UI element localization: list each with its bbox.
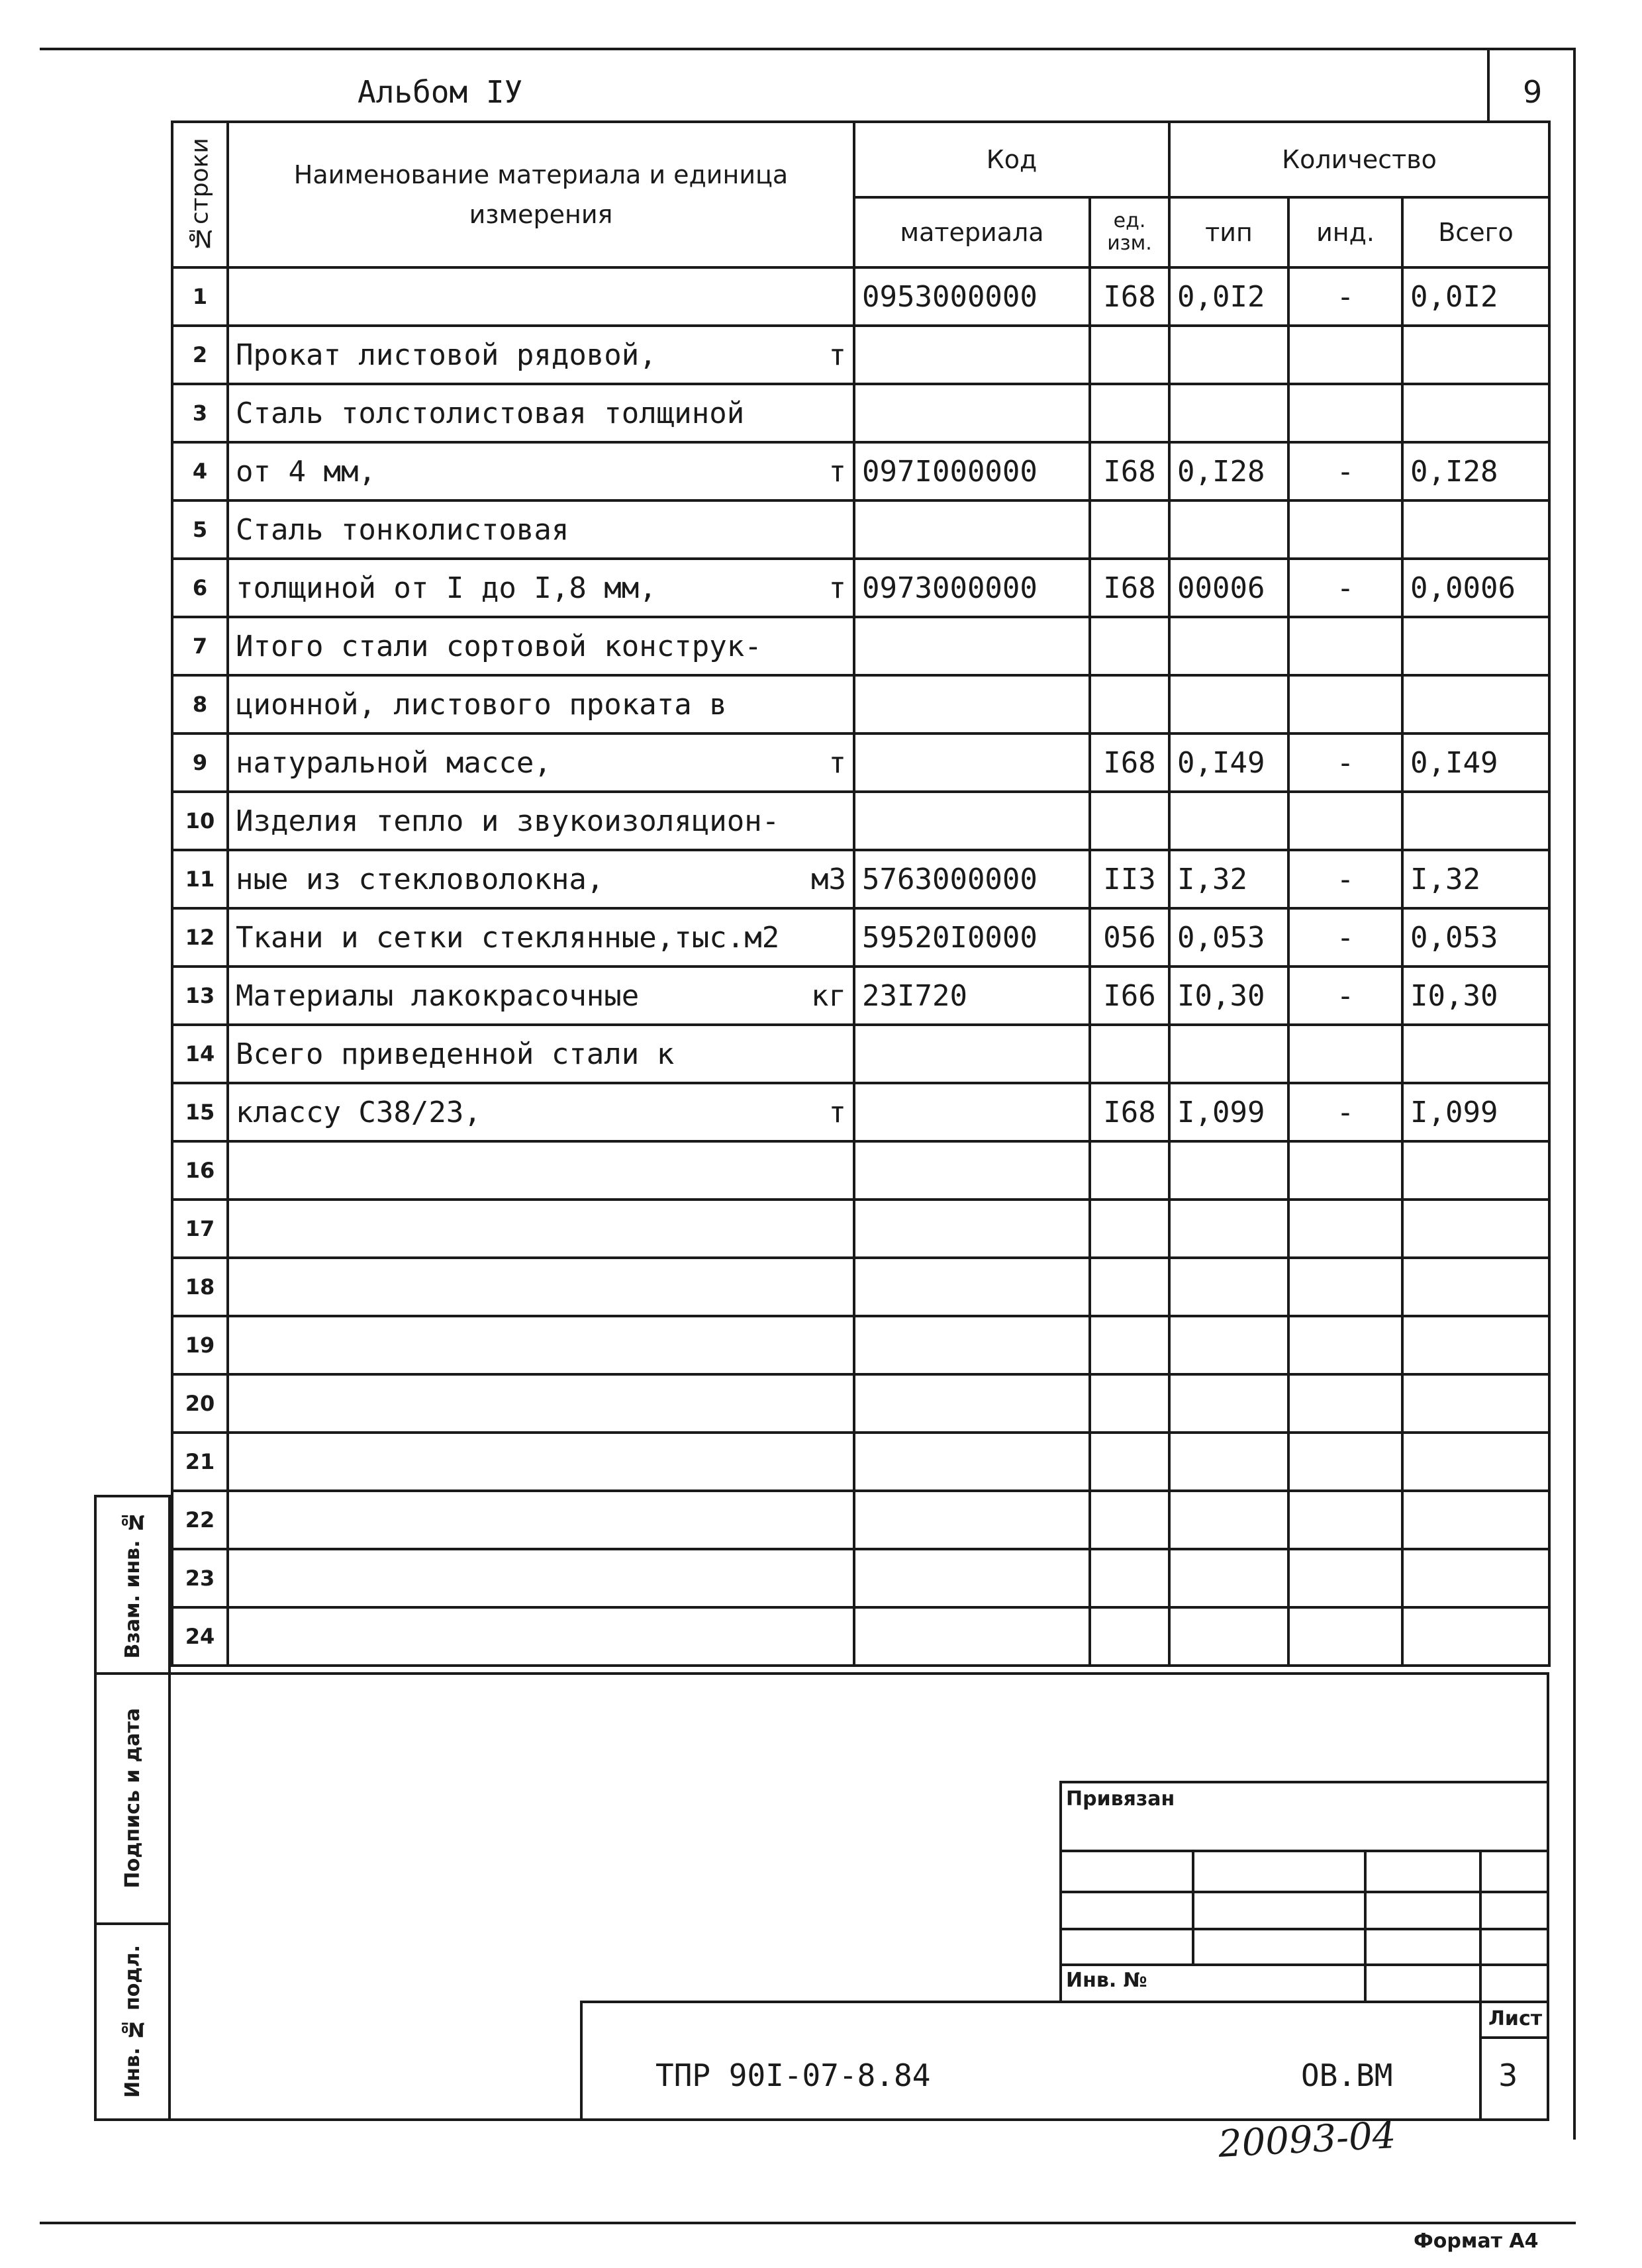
row-unit-code	[1090, 617, 1169, 675]
table-row	[172, 675, 1549, 733]
row-name-wrap	[236, 979, 846, 1013]
attached-grid-line-3	[1059, 1928, 1549, 1930]
table-row	[172, 1200, 1549, 1258]
sheet-value: 3	[1498, 2057, 1518, 2093]
sheet-number-divider	[1487, 48, 1490, 122]
row-total-qty	[1402, 384, 1549, 442]
row-ind-qty: -	[1288, 442, 1402, 500]
row-ind-qty	[1288, 326, 1402, 384]
row-name-cell	[228, 1200, 854, 1258]
row-number: 23	[172, 1549, 228, 1607]
row-material-code	[854, 1549, 1090, 1607]
row-name-cell	[228, 792, 854, 850]
title-area-top-line	[171, 1672, 1549, 1675]
row-material-code	[854, 1258, 1090, 1316]
row-name: классу С38/23,	[236, 1095, 481, 1129]
table-row	[172, 1316, 1549, 1374]
row-total-qty	[1402, 1200, 1549, 1258]
row-number: 8	[172, 675, 228, 733]
row-type-qty	[1169, 1433, 1288, 1491]
row-total-qty: 0,0006	[1402, 559, 1549, 617]
row-name: толщиной от I до I,8 мм,	[236, 571, 657, 605]
row-name-wrap	[236, 338, 846, 372]
table-row	[172, 1025, 1549, 1083]
row-name-cell	[228, 326, 854, 384]
row-ind-qty	[1288, 1025, 1402, 1083]
row-name: Материалы лакокрасочные	[236, 978, 640, 1013]
row-unit-code: I68	[1090, 559, 1169, 617]
stamp-top-line	[580, 2001, 1549, 2003]
row-name-wrap	[236, 455, 846, 489]
row-name: от 4 мм,	[236, 454, 376, 489]
row-number: 9	[172, 733, 228, 792]
header-name	[228, 122, 854, 267]
row-name-cell	[228, 850, 854, 908]
row-ind-qty	[1288, 1258, 1402, 1316]
stamp-left-line	[580, 2001, 583, 2118]
row-unit-code	[1090, 384, 1169, 442]
row-total-qty	[1402, 500, 1549, 559]
row-total-qty: I,099	[1402, 1083, 1549, 1141]
table-row	[172, 733, 1549, 792]
row-material-code: 59520I0000	[854, 908, 1090, 967]
document-code: ТПР 90I-07-8.84	[655, 2057, 931, 2093]
row-type-qty	[1169, 326, 1288, 384]
row-ind-qty	[1288, 617, 1402, 675]
row-name-wrap	[236, 630, 846, 663]
attached-grid-line-2	[1059, 1891, 1549, 1893]
row-type-qty	[1169, 1549, 1288, 1607]
document-mark: ОВ.ВМ	[1301, 2057, 1393, 2093]
header-unit: ед. изм.	[1090, 197, 1169, 267]
header-name-text: Наименование материала и единица измерения	[293, 160, 789, 229]
row-total-qty	[1402, 1316, 1549, 1374]
row-type-qty	[1169, 1025, 1288, 1083]
row-total-qty	[1402, 1549, 1549, 1607]
table-row	[172, 500, 1549, 559]
row-number: 22	[172, 1491, 228, 1549]
table-row	[172, 267, 1549, 326]
row-unit-code: I68	[1090, 442, 1169, 500]
table-row	[172, 442, 1549, 500]
row-material-code	[854, 1141, 1090, 1200]
row-total-qty	[1402, 1491, 1549, 1549]
row-material-code: 23I720	[854, 967, 1090, 1025]
inv-no-label: Инв. №	[1066, 1969, 1147, 1992]
row-material-code	[854, 792, 1090, 850]
header-code: Код	[854, 122, 1169, 197]
row-name-cell	[228, 1549, 854, 1607]
row-name-unit: м3	[811, 862, 846, 896]
row-type-qty	[1169, 1141, 1288, 1200]
row-number: 14	[172, 1025, 228, 1083]
row-name-cell	[228, 675, 854, 733]
table-row	[172, 559, 1549, 617]
row-ind-qty: -	[1288, 733, 1402, 792]
row-unit-code	[1090, 1607, 1169, 1666]
row-number: 18	[172, 1258, 228, 1316]
row-total-qty	[1402, 1607, 1549, 1666]
sheet-box-left-line	[1479, 2001, 1482, 2118]
replaced-inv-label	[97, 1497, 168, 1671]
row-material-code	[854, 326, 1090, 384]
row-name: Итого стали сортовой конструк-	[236, 629, 762, 663]
row-type-qty: 0,0I2	[1169, 267, 1288, 326]
table-row	[172, 967, 1549, 1025]
row-unit-code	[1090, 1258, 1169, 1316]
table-row	[172, 326, 1549, 384]
row-name-cell	[228, 1258, 854, 1316]
row-ind-qty	[1288, 1607, 1402, 1666]
row-number: 21	[172, 1433, 228, 1491]
row-type-qty	[1169, 675, 1288, 733]
row-ind-qty	[1288, 1141, 1402, 1200]
attached-grid-col-1	[1192, 1850, 1194, 1963]
row-number: 6	[172, 559, 228, 617]
row-number: 4	[172, 442, 228, 500]
row-type-qty	[1169, 1607, 1288, 1666]
row-material-code: 0953000000	[854, 267, 1090, 326]
row-unit-code: I68	[1090, 733, 1169, 792]
row-name: ционной, листового проката в	[236, 687, 727, 722]
table-row	[172, 384, 1549, 442]
row-type-qty: 0,053	[1169, 908, 1288, 967]
row-total-qty: 0,0I2	[1402, 267, 1549, 326]
row-ind-qty	[1288, 675, 1402, 733]
row-type-qty	[1169, 792, 1288, 850]
row-name-wrap	[236, 397, 846, 430]
row-ind-qty: -	[1288, 967, 1402, 1025]
row-number: 16	[172, 1141, 228, 1200]
row-unit-code	[1090, 1025, 1169, 1083]
row-total-qty	[1402, 1433, 1549, 1491]
row-ind-qty: -	[1288, 1083, 1402, 1141]
row-unit-code	[1090, 1200, 1169, 1258]
table-row	[172, 1374, 1549, 1433]
row-name-unit: т	[828, 338, 846, 372]
row-name-cell	[228, 1141, 854, 1200]
row-material-code	[854, 675, 1090, 733]
row-number: 19	[172, 1316, 228, 1374]
row-number: 1	[172, 267, 228, 326]
row-material-code	[854, 1316, 1090, 1374]
row-number: 17	[172, 1200, 228, 1258]
row-unit-code	[1090, 1316, 1169, 1374]
row-unit-code: I68	[1090, 267, 1169, 326]
table-row	[172, 1491, 1549, 1549]
attached-grid-line-4	[1059, 1963, 1549, 1966]
inv-original-label	[97, 1925, 168, 2118]
row-name-unit: т	[828, 745, 846, 780]
row-unit-code	[1090, 792, 1169, 850]
table-row	[172, 1607, 1549, 1666]
row-total-qty: 0,053	[1402, 908, 1549, 967]
row-name-cell	[228, 1433, 854, 1491]
row-name-cell	[228, 967, 854, 1025]
row-number: 11	[172, 850, 228, 908]
table-row	[172, 1083, 1549, 1141]
sheet-number: 9	[1523, 74, 1543, 110]
row-name-cell	[228, 267, 854, 326]
row-number: 20	[172, 1374, 228, 1433]
row-total-qty	[1402, 1258, 1549, 1316]
row-ind-qty	[1288, 1316, 1402, 1374]
row-name: Прокат листовой рядовой,	[236, 338, 657, 372]
table-row	[172, 908, 1549, 967]
row-unit-code	[1090, 1433, 1169, 1491]
row-name-unit: т	[828, 571, 846, 605]
row-name-wrap	[236, 863, 846, 896]
row-type-qty: 0,I28	[1169, 442, 1288, 500]
attached-grid-col-3	[1479, 1850, 1482, 2003]
row-name-cell	[228, 384, 854, 442]
row-name: Ткани и сетки стеклянные,тыс.м2	[236, 920, 780, 955]
row-total-qty	[1402, 326, 1549, 384]
row-type-qty	[1169, 1200, 1288, 1258]
row-unit-code	[1090, 500, 1169, 559]
row-name-wrap	[236, 571, 846, 605]
row-total-qty	[1402, 1141, 1549, 1200]
row-unit-code	[1090, 1141, 1169, 1200]
handwritten-number: 20093-04	[1217, 2114, 1397, 2166]
table-row	[172, 1433, 1549, 1491]
stamp-column-bottom-line	[94, 2118, 171, 2121]
row-total-qty	[1402, 675, 1549, 733]
row-name-wrap	[236, 746, 846, 780]
row-name-cell	[228, 617, 854, 675]
row-total-qty: I0,30	[1402, 967, 1549, 1025]
row-name-unit: т	[828, 454, 846, 489]
row-material-code: 5763000000	[854, 850, 1090, 908]
replaced-inv-text: Взам. инв. №	[121, 1509, 144, 1659]
row-ind-qty	[1288, 1491, 1402, 1549]
row-ind-qty	[1288, 500, 1402, 559]
row-material-code	[854, 1433, 1090, 1491]
top-border-line	[40, 48, 1576, 50]
row-name-cell	[228, 1374, 854, 1433]
row-name: Сталь толстолистовая толщиной	[236, 396, 745, 430]
row-material-code	[854, 1025, 1090, 1083]
row-type-qty	[1169, 500, 1288, 559]
row-number: 5	[172, 500, 228, 559]
row-name: ные из стекловолокна,	[236, 862, 604, 896]
row-name-cell	[228, 1491, 854, 1549]
row-name-wrap	[236, 688, 846, 722]
row-ind-qty	[1288, 1374, 1402, 1433]
table-row	[172, 850, 1549, 908]
attached-grid-line-1	[1059, 1850, 1549, 1852]
header-ind: инд.	[1288, 197, 1402, 267]
row-name: Изделия тепло и звукоизоляцион-	[236, 804, 780, 838]
row-ind-qty	[1288, 1549, 1402, 1607]
table-row	[172, 1141, 1549, 1200]
row-ind-qty	[1288, 792, 1402, 850]
row-name-unit: кг	[811, 978, 846, 1013]
row-material-code: 097I000000	[854, 442, 1090, 500]
header-quantity: Количество	[1169, 122, 1549, 197]
row-ind-qty: -	[1288, 850, 1402, 908]
table-row	[172, 1549, 1549, 1607]
bottom-border-line	[40, 2222, 1576, 2224]
row-material-code	[854, 1607, 1090, 1666]
row-ind-qty: -	[1288, 559, 1402, 617]
row-name-cell	[228, 1607, 854, 1666]
row-type-qty: 0,I49	[1169, 733, 1288, 792]
row-ind-qty: -	[1288, 908, 1402, 967]
row-number: 24	[172, 1607, 228, 1666]
row-material-code	[854, 500, 1090, 559]
signature-date-text: Подпись и дата	[121, 1707, 144, 1889]
row-name: натуральной массе,	[236, 745, 552, 780]
materials-table	[171, 120, 1551, 1667]
row-name-cell	[228, 1316, 854, 1374]
row-ind-qty	[1288, 1433, 1402, 1491]
row-type-qty: I,099	[1169, 1083, 1288, 1141]
row-number: 3	[172, 384, 228, 442]
table-row	[172, 617, 1549, 675]
row-total-qty	[1402, 617, 1549, 675]
sheet-box-divider	[1479, 2036, 1549, 2039]
table-row	[172, 1258, 1549, 1316]
row-total-qty	[1402, 1374, 1549, 1433]
row-type-qty	[1169, 617, 1288, 675]
row-name-unit: т	[828, 1095, 846, 1129]
row-unit-code: I68	[1090, 1083, 1169, 1141]
row-type-qty	[1169, 1491, 1288, 1549]
row-name: Сталь тонколистовая	[236, 512, 569, 547]
row-type-qty: I,32	[1169, 850, 1288, 908]
row-unit-code	[1090, 1549, 1169, 1607]
row-name-wrap	[236, 921, 846, 955]
row-name-cell	[228, 442, 854, 500]
row-name-cell	[228, 500, 854, 559]
row-number: 7	[172, 617, 228, 675]
header-type: тип	[1169, 197, 1288, 267]
row-number: 15	[172, 1083, 228, 1141]
row-name-cell	[228, 1025, 854, 1083]
row-type-qty	[1169, 1258, 1288, 1316]
format-label: Формат А4	[1414, 2230, 1539, 2253]
row-type-qty: I0,30	[1169, 967, 1288, 1025]
row-number: 12	[172, 908, 228, 967]
row-material-code	[854, 1374, 1090, 1433]
row-type-qty: 00006	[1169, 559, 1288, 617]
row-name-cell	[228, 559, 854, 617]
row-unit-code	[1090, 326, 1169, 384]
row-material-code	[854, 1200, 1090, 1258]
header-material: материала	[854, 197, 1090, 267]
row-name-wrap	[236, 804, 846, 838]
page-right-border	[1573, 48, 1576, 2140]
row-ind-qty: -	[1288, 267, 1402, 326]
title-area-right-line	[1547, 1672, 1549, 2118]
table-row	[172, 792, 1549, 850]
attached-grid-col-2	[1364, 1850, 1367, 2003]
row-unit-code: 056	[1090, 908, 1169, 967]
row-number: 10	[172, 792, 228, 850]
row-type-qty	[1169, 1374, 1288, 1433]
inv-original-text: Инв. № подл.	[121, 1945, 144, 2099]
row-total-qty	[1402, 1025, 1549, 1083]
row-unit-code: II3	[1090, 850, 1169, 908]
row-material-code	[854, 733, 1090, 792]
sheet-label: Лист	[1488, 2007, 1543, 2030]
row-total-qty: I,32	[1402, 850, 1549, 908]
row-name-cell	[228, 733, 854, 792]
row-name-cell	[228, 908, 854, 967]
row-name-cell	[228, 1083, 854, 1141]
row-type-qty	[1169, 1316, 1288, 1374]
row-ind-qty	[1288, 1200, 1402, 1258]
album-label: Альбом IУ	[358, 74, 523, 110]
row-unit-code	[1090, 1491, 1169, 1549]
row-material-code: 0973000000	[854, 559, 1090, 617]
stamp-column-right-line	[168, 1495, 171, 2121]
row-name: Всего приведенной стали к	[236, 1037, 675, 1071]
signature-date-label	[97, 1675, 168, 1921]
row-total-qty	[1402, 792, 1549, 850]
row-name-wrap	[236, 1096, 846, 1129]
row-number: 2	[172, 326, 228, 384]
row-material-code	[854, 1083, 1090, 1141]
attached-label: Привязан	[1066, 1787, 1175, 1811]
row-ind-qty	[1288, 384, 1402, 442]
row-material-code	[854, 617, 1090, 675]
row-number: 13	[172, 967, 228, 1025]
row-name-wrap	[236, 1037, 846, 1071]
row-unit-code: I66	[1090, 967, 1169, 1025]
row-name-wrap	[236, 513, 846, 547]
row-unit-code	[1090, 1374, 1169, 1433]
row-material-code	[854, 384, 1090, 442]
attached-box-top-line	[1059, 1781, 1549, 1783]
row-material-code	[854, 1491, 1090, 1549]
header-row-number: №строки	[172, 122, 228, 267]
header-total: Всего	[1402, 197, 1549, 267]
row-total-qty: 0,I49	[1402, 733, 1549, 792]
row-type-qty	[1169, 384, 1288, 442]
row-unit-code	[1090, 675, 1169, 733]
row-total-qty: 0,I28	[1402, 442, 1549, 500]
